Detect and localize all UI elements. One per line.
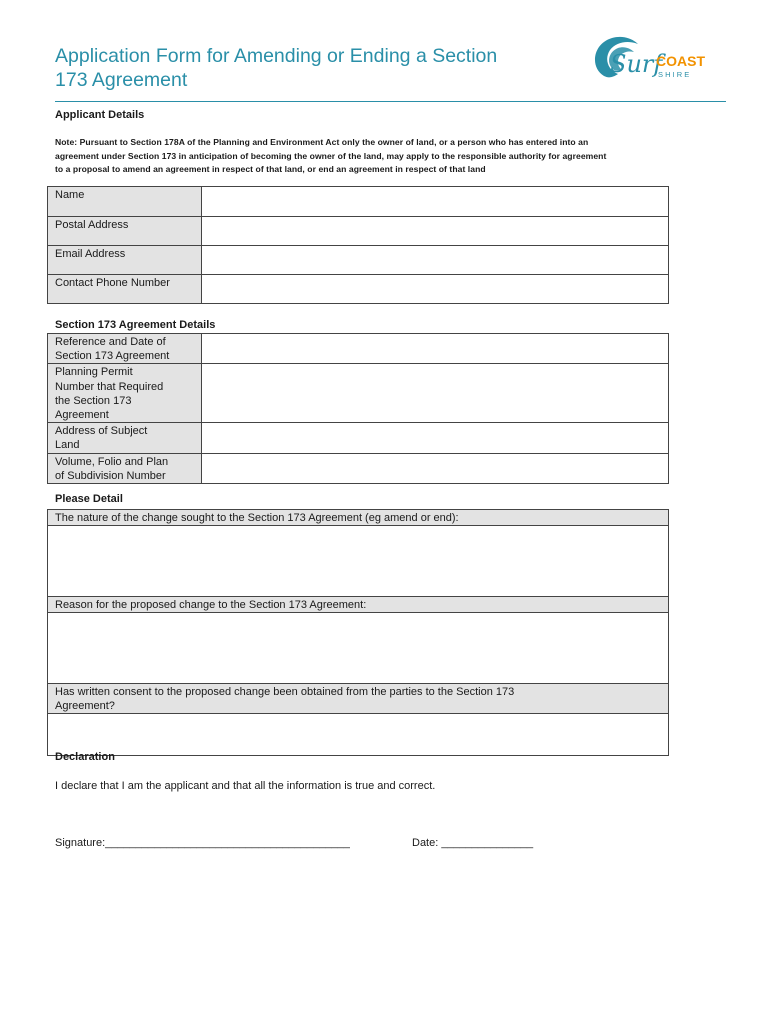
reason-answer-field[interactable] [48,613,668,684]
logo-coast: COAST [656,53,705,69]
title-line-1: Application Form for Amending or Ending a Section [55,45,498,67]
postal-address-field[interactable] [202,217,669,246]
applicant-heading: Applicant Details [55,109,145,121]
reason-question: Reason for the proposed change to the Section 173 Agreement: [48,597,668,613]
reference-label: Reference and Date of Section 173 Agreement [48,334,202,364]
table-row [48,246,669,275]
volume-folio-label: Volume, Folio and Plan of Subdivision Number [48,453,202,483]
email-address-label: Email Address [48,246,202,275]
agreement-heading: Section 173 Agreement Details [55,319,216,331]
logo-shire: S H I R E [658,70,690,79]
date-line[interactable]: Date: _______________ [412,837,534,849]
table-row [48,334,669,364]
subject-land-field[interactable] [202,423,669,453]
page-title [55,44,575,92]
header-rule [55,101,726,102]
logo-surf: Surf [610,50,663,78]
title-line-2: 173 Agreement [55,69,188,91]
signature-line[interactable]: Signature:________________________________________ [55,837,350,849]
consent-question: Has written consent to the proposed change been obtained from the parties to the Section 173 Agreement? [48,684,668,714]
table-row [48,275,669,304]
planning-permit-label: Planning Permit Number that Required the Section 173 Agreement [48,364,202,423]
table-row [48,217,669,246]
note-line-3: to a proposal to amend an agreement in respect of that land, or end an agreement in respect of that land [55,164,486,174]
email-address-field[interactable] [202,246,669,275]
change-answer-field[interactable] [48,526,668,597]
reference-field[interactable] [202,334,669,364]
name-label: Name [48,187,202,217]
declaration-heading: Declaration [55,751,115,763]
surf-coast-shire-logo [588,30,722,86]
planning-permit-field[interactable] [202,364,669,423]
note-line-2: agreement under Section 173 in anticipation of becoming the owner of the land, may apply to the responsible authority for agreement [55,150,607,161]
detail-heading: Please Detail [55,493,123,505]
table-row [48,423,669,453]
change-question: The nature of the change sought to the Section 173 Agreement (eg amend or end): [48,510,668,526]
postal-address-label: Postal Address [48,217,202,246]
applicant-table [47,186,669,304]
table-row [48,364,669,423]
declaration-text: I declare that I am the applicant and that all the information is true and correct. [55,780,436,792]
name-field[interactable] [202,187,669,217]
volume-folio-field[interactable] [202,453,669,483]
phone-label: Contact Phone Number [48,275,202,304]
eligibility-note [55,136,725,177]
subject-land-label: Address of Subject Land [48,423,202,453]
agreement-table [47,333,669,484]
phone-field[interactable] [202,275,669,304]
detail-table [47,509,669,756]
consent-answer-field[interactable] [48,714,668,755]
table-row [48,187,669,217]
table-row [48,453,669,483]
note-line-1: Note: Pursuant to Section 178A of the Planning and Environment Act only the owner of land, or a person who has entered into an [55,137,589,147]
